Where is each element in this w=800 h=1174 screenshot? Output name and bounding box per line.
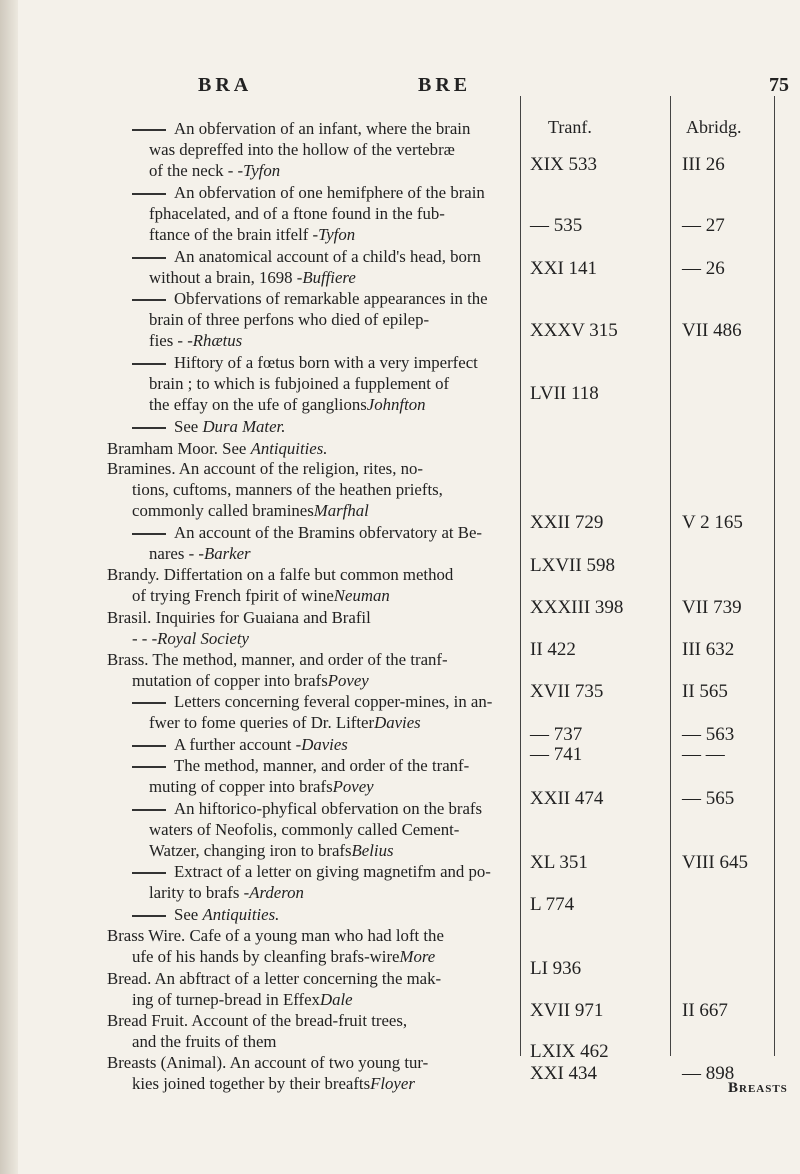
entry: Letters concerning feveral copper-mines, in an- fwer to fome queries of Dr. LifterDavies xyxy=(132,691,514,733)
ditto-dash xyxy=(132,872,166,874)
entry: Hiftory of a fœtus born with a very imperfect brain ; to which is fubjoined a fupplement of the effay on the ufe of ganglionsJohnfton xyxy=(132,352,514,416)
entry: Obfervations of remarkable appearances in the brain of three perfons who died of epilep- fies - -Rhætus xyxy=(132,288,514,352)
entry: A further account -Davies xyxy=(132,734,514,755)
tranf-ref: XXII 474 xyxy=(530,788,604,809)
ditto-dash xyxy=(132,745,166,747)
column-head-tranf: Tranf. xyxy=(548,117,592,137)
tranf-ref: XXI 434 xyxy=(530,1063,598,1084)
heading-entry: Bread. An abftract of a letter concerning the mak- ing of turnep-bread in EffexDale xyxy=(107,969,442,1010)
tranf-ref: XXXIII 398 xyxy=(530,597,624,618)
abridg-ref: — — xyxy=(682,744,725,765)
tranf-ref: LI 936 xyxy=(530,958,582,979)
entry: An anatomical account of a child's head, born without a brain, 1698 -Buffiere xyxy=(132,246,514,288)
column-rule-right xyxy=(774,96,775,1056)
heading-entry: Breasts (Animal). An account of two young tur- kies joined together by their breaftsFloyer xyxy=(107,1053,429,1094)
tranf-ref: — 741 xyxy=(530,744,583,765)
entry: See Dura Mater. xyxy=(132,416,514,437)
ditto-dash xyxy=(132,533,166,535)
entry: The method, manner, and order of the tranf- muting of copper into brafsPovey xyxy=(132,755,514,797)
entry: Extract of a letter on giving magnetifm and po- larity to brafs -Arderon xyxy=(132,861,514,903)
entry: An obfervation of one hemifphere of the brain fphacelated, and of a ftone found in the fub- ftance of the brain itfelf -Tyfon xyxy=(132,182,514,246)
column-head-abridg: Abridg. xyxy=(686,117,742,137)
tranf-ref: XXII 729 xyxy=(530,512,604,533)
abridg-ref: — 898 xyxy=(682,1063,735,1084)
page-binding-edge xyxy=(0,0,18,1174)
tranf-ref: LVII 118 xyxy=(530,383,599,404)
abridg-ref: III 26 xyxy=(682,154,725,175)
ditto-dash xyxy=(132,766,166,768)
entry: An account of the Bramins obfervatory at Be- nares - -Barker xyxy=(132,522,514,564)
tranf-ref: XVII 971 xyxy=(530,1000,604,1021)
tranf-ref: XXI 141 xyxy=(530,258,598,279)
ditto-dash xyxy=(132,702,166,704)
heading-entry: Bramham Moor. See Antiquities. xyxy=(107,439,328,458)
heading-entry: Brass Wire. Cafe of a young man who had loft the ufe of his hands by cleanfing brafs-wireMore xyxy=(107,926,444,967)
heading-entry: Bread Fruit. Account of the bread-fruit trees, and the fruits of them xyxy=(107,1011,408,1052)
tranf-ref: II 422 xyxy=(530,639,576,660)
abridg-ref: — 26 xyxy=(682,258,725,279)
running-head-right: BRE xyxy=(418,74,472,96)
abridg-ref: VII 739 xyxy=(682,597,742,618)
running-head-left: BRA xyxy=(198,74,253,96)
ditto-dash xyxy=(132,193,166,195)
ditto-dash xyxy=(132,257,166,259)
tranf-ref: XVII 735 xyxy=(530,681,604,702)
ditto-dash xyxy=(132,363,166,365)
heading-entry: Brasil. Inquiries for Guaiana and Brafil - - -Royal Society xyxy=(107,608,371,649)
abridg-ref: — 27 xyxy=(682,215,725,236)
ditto-dash xyxy=(132,299,166,301)
tranf-ref: — 737 xyxy=(530,724,583,745)
entry: See Antiquities. xyxy=(132,904,514,925)
tranf-ref: XIX 533 xyxy=(530,154,598,175)
abridg-ref: III 632 xyxy=(682,639,735,660)
column-rule-left xyxy=(520,96,521,1056)
page-number: 75 xyxy=(769,74,789,96)
abridg-ref: V 2 165 xyxy=(682,512,743,533)
ditto-dash xyxy=(132,915,166,917)
catchword: Breasts xyxy=(728,1080,788,1096)
column-rule-middle xyxy=(670,96,671,1056)
tranf-ref: XXXV 315 xyxy=(530,320,618,341)
abridg-ref: II 667 xyxy=(682,1000,728,1021)
heading-entry: Brandy. Differtation on a falfe but common method of trying French fpirit of wineNeuman xyxy=(107,565,454,606)
entry: An obfervation of an infant, where the brain was depreffed into the hollow of the vertebræ of the neck - -Tyfon xyxy=(132,118,514,182)
entry: An hiftorico-phyfical obfervation on the brafs waters of Neofolis, commonly called Cement- Watzer, changing iron to brafsBelius xyxy=(132,798,514,862)
ditto-dash xyxy=(132,809,166,811)
tranf-ref: L 774 xyxy=(530,894,575,915)
abridg-ref: II 565 xyxy=(682,681,728,702)
abridg-ref: — 563 xyxy=(682,724,735,745)
tranf-ref: LXVII 598 xyxy=(530,555,615,576)
tranf-ref: XL 351 xyxy=(530,852,588,873)
abridg-ref: VII 486 xyxy=(682,320,742,341)
ditto-dash xyxy=(132,427,166,429)
heading-entry: Bramines. An account of the religion, rites, no- tions, cuftoms, manners of the heathen priefts, commonly called braminesMarfhal xyxy=(107,459,443,521)
tranf-ref: LXIX 462 xyxy=(530,1041,609,1062)
heading-entry: Brass. The method, manner, and order of the tranf- mutation of copper into brafsPovey xyxy=(107,650,448,691)
abridg-ref: — 565 xyxy=(682,788,735,809)
abridg-ref: VIII 645 xyxy=(682,852,748,873)
tranf-ref: — 535 xyxy=(530,215,583,236)
ditto-dash xyxy=(132,129,166,131)
